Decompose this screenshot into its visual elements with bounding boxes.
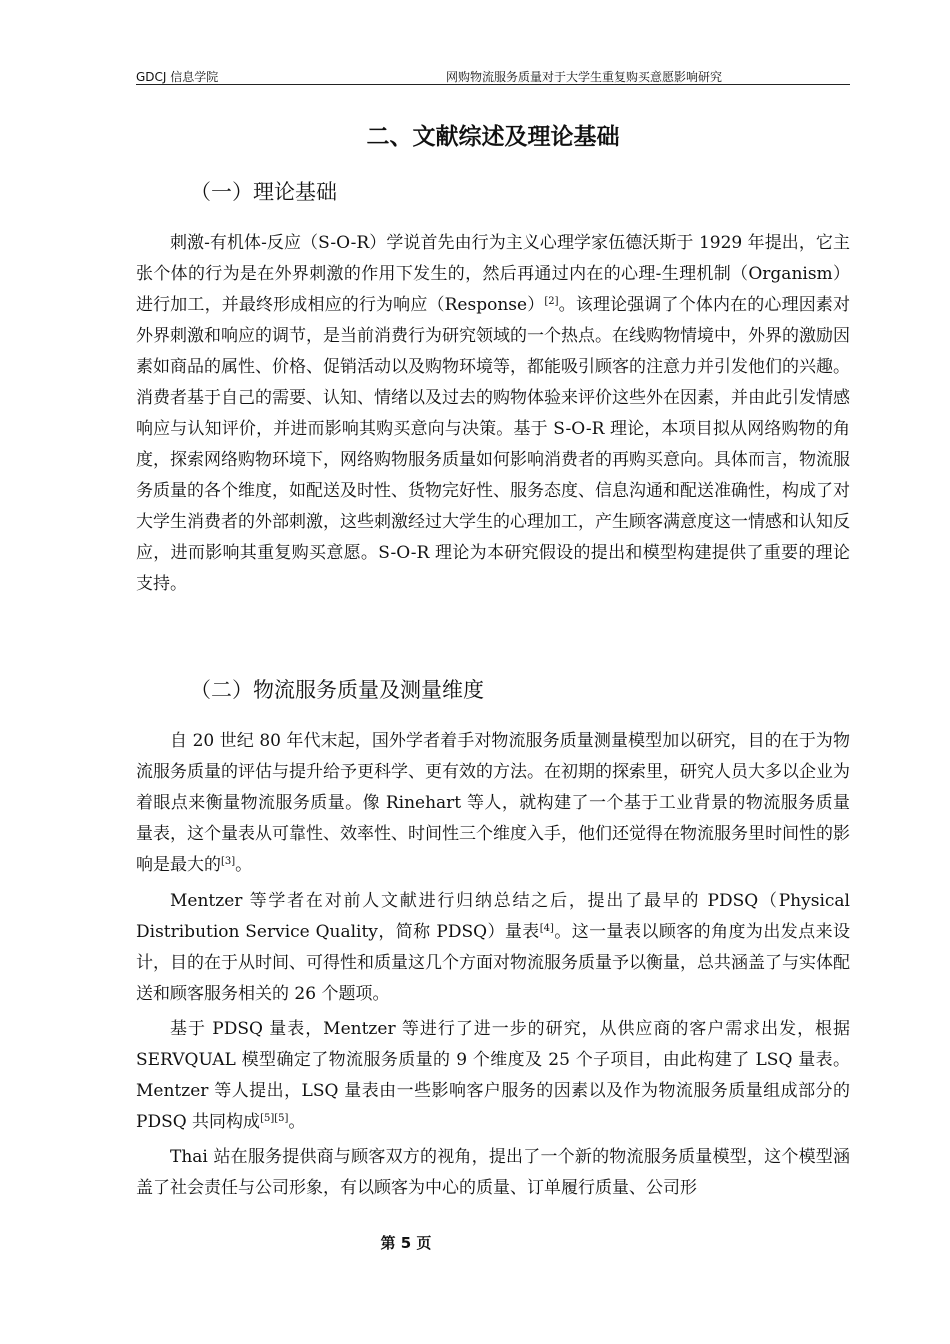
header-paper-title: 网购物流服务质量对于大学生重复购买意愿影响研究 [446,70,723,84]
page-number: 第 5 页 [380,1234,432,1252]
citation: [2] [544,296,559,307]
paragraph-thai-model [136,1142,850,1204]
citation: [3] [221,856,236,867]
paragraph-text: 刺激-有机体-反应（S-O-R）学说首先由行为主义心理学家伍德沃斯于 1929 年提出，它主张个体的行为是在外界刺激的作用下发生的，然后再通过内在的心理-生理机制（Organism）进行加工，并最终形成相应的行为响应（Response） [136,233,850,315]
paragraph-lsq-history [136,726,850,881]
paragraph-text: 。 [235,855,253,875]
paragraph-text: 基于 PDSQ 量表，Mentzer 等进行了进一步的研究，从供应商的客户需求出发，根据 SERVQUAL 模型确定了物流服务质量的 9 个维度及 25 个子项目，由此构建了 LSQ 量表。Mentzer 等人提出，LSQ 量表由一些影响客户服务的因素以及作为物流服务质量组成部分的 PDSQ 共同构成 [136,1019,850,1132]
paragraph-sor-theory [136,228,850,600]
paragraph-lsq-scale [136,1014,850,1138]
paragraph-text: 。该理论强调了个体内在的心理因素对外界刺激和响应的调节，是当前消费行为研究领域的一个热点。在线购物情境中，外界的激励因素如商品的属性、价格、促销活动以及购物环境等，都能吸引顾客的注意力并引发他们的兴趣。消费者基于自己的需要、认知、情绪以及过去的购物体验来评价这些外在因素，并由此引发情感响应与认知评价，并进而影响其购买意向与决策。基于 S-O-R 理论，本项目拟从网络购物的角度，探索网络购物环境下，网络购物服务质量如何影响消费者的再购买意向。具体而言，物流服务质量的各个维度，如配送及时性、货物完好性、服务态度、信息沟通和配送准确性，构成了对大学生消费者的外部刺激，这些刺激经过大学生的心理加工，产生顾客满意度这一情感和认知反应，进而影响其重复购买意愿。S-O-R 理论为本研究假设的提出和模型构建提供了重要的理论支持。 [136,295,851,594]
paragraph-text: 。这一量表以顾客的角度为出发点来设计，目的在于从时间、可得性和质量这几个方面对物流服务质量予以衡量，总共涵盖了与实体配送和顾客服务相关的 26 个题项。 [136,922,850,1004]
paragraph-text: 自 20 世纪 80 年代末起，国外学者着手对物流服务质量测量模型加以研究，目的在于为物流服务质量的评估与提升给予更科学、更有效的方法。在初期的探索里，研究人员大多以企业为着眼点来衡量物流服务质量。像 Rinehart 等人，就构建了一个基于工业背景的物流服务质量量表，这个量表从可靠性、效率性、时间性三个维度入手，他们还觉得在物流服务里时间性的影响是最大的 [136,731,850,875]
paragraph-text: Thai 站在服务提供商与顾客双方的视角，提出了一个新的物流服务质量模型，这个模型涵盖了社会责任与公司形象，有以顾客为中心的质量、订单履行质量、公司形 [136,1147,850,1198]
running-header [136,66,850,85]
citation: [4] [539,923,554,934]
section-heading-theory: （一）理论基础 [190,180,337,204]
citation: [5][5] [260,1113,289,1124]
section-heading-lsq: （二）物流服务质量及测量维度 [190,678,484,702]
paragraph-text: Mentzer 等学者在对前人文献进行归纳总结之后，提出了最早的 PDSQ（Physical Distribution Service Quality，简称 PDSQ）量表 [136,891,850,942]
paragraph-pdsq [136,886,850,1010]
paragraph-text: 。 [288,1112,306,1132]
header-institution: GDCJ 信息学院 [136,70,219,84]
chapter-title: 二、文献综述及理论基础 [366,124,620,150]
